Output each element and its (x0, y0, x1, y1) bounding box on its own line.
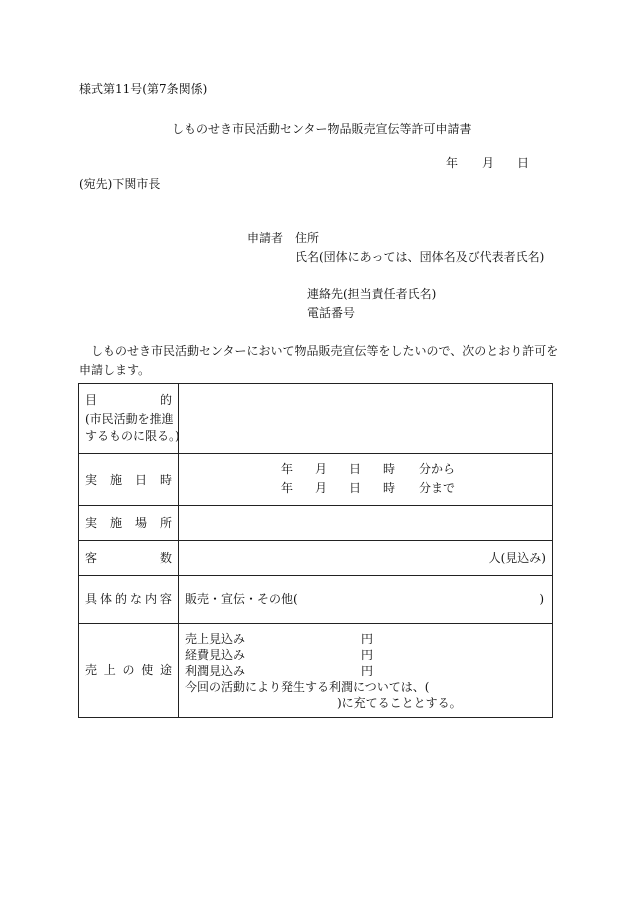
row-purpose (79, 384, 553, 454)
row-content (79, 576, 553, 624)
visitors-unit: 人(見込み) (488, 551, 546, 565)
intro-line-1: しものせき市民活動センターにおいて物品販売宣伝等をしたいので、次のとおり許可を (91, 344, 559, 358)
sales-label: 売上見込み (185, 632, 246, 646)
purpose-note-2: するものに限る。) (85, 429, 180, 443)
form-title: しものせき市民活動センター物品販売宣伝等許可申請書 (172, 122, 472, 136)
row-datetime (79, 454, 553, 506)
expense-label: 経費見込み (185, 648, 246, 662)
date-month: 月 (482, 156, 495, 170)
label-datetime: 実 施 日 時 (79, 454, 179, 506)
addressee: (宛先)下関市長 (79, 177, 161, 191)
label-visitors: 客 数 (79, 541, 179, 576)
place-value-field[interactable] (179, 506, 553, 541)
content-value-field[interactable] (179, 576, 553, 624)
contact-label: 連絡先(担当責任者氏名) (307, 287, 437, 301)
address-label: 住所 (295, 231, 320, 245)
name-label: 氏名(団体にあっては、団体名及び代表者氏名) (295, 250, 545, 264)
visitors-value-field[interactable] (179, 541, 553, 576)
datetime-value-field[interactable]: 年 月 日 時 分から 年 月 日 時 分まで (179, 454, 553, 506)
row-place (79, 506, 553, 541)
usage-line-2: )に充てることとする。 (337, 696, 462, 710)
phone-label: 電話番号 (307, 306, 356, 320)
intro-line-2: 申請します。 (79, 363, 151, 377)
content-close-paren: ) (539, 592, 544, 606)
expense-yen: 円 (361, 648, 374, 662)
row-proceeds (79, 624, 553, 718)
date-year: 年 (446, 156, 459, 170)
application-table (78, 383, 553, 718)
label-proceeds: 売 上 の 使 途 (79, 624, 179, 718)
label-content: 具 体 的 な 内 容 (79, 576, 179, 624)
purpose-note-1: (市民活動を推進 (85, 412, 174, 426)
profit-yen: 円 (361, 664, 374, 678)
label-place: 実 施 場 所 (79, 506, 179, 541)
purpose-value-field[interactable] (179, 384, 553, 454)
proceeds-value-field[interactable] (179, 624, 553, 718)
sales-yen: 円 (361, 632, 374, 646)
form-number: 様式第11号(第7条関係) (79, 82, 208, 96)
applicant-label: 申請者 (247, 231, 284, 245)
row-visitors (79, 541, 553, 576)
usage-line-1: 今回の活動により発生する利潤については、( (185, 680, 430, 694)
content-options: 販売・宣伝・その他( (185, 592, 298, 606)
date-day: 日 (517, 156, 530, 170)
label-purpose: 目 的 (市民活動を推進 するものに限る。) (79, 384, 179, 454)
profit-label: 利潤見込み (185, 664, 246, 678)
